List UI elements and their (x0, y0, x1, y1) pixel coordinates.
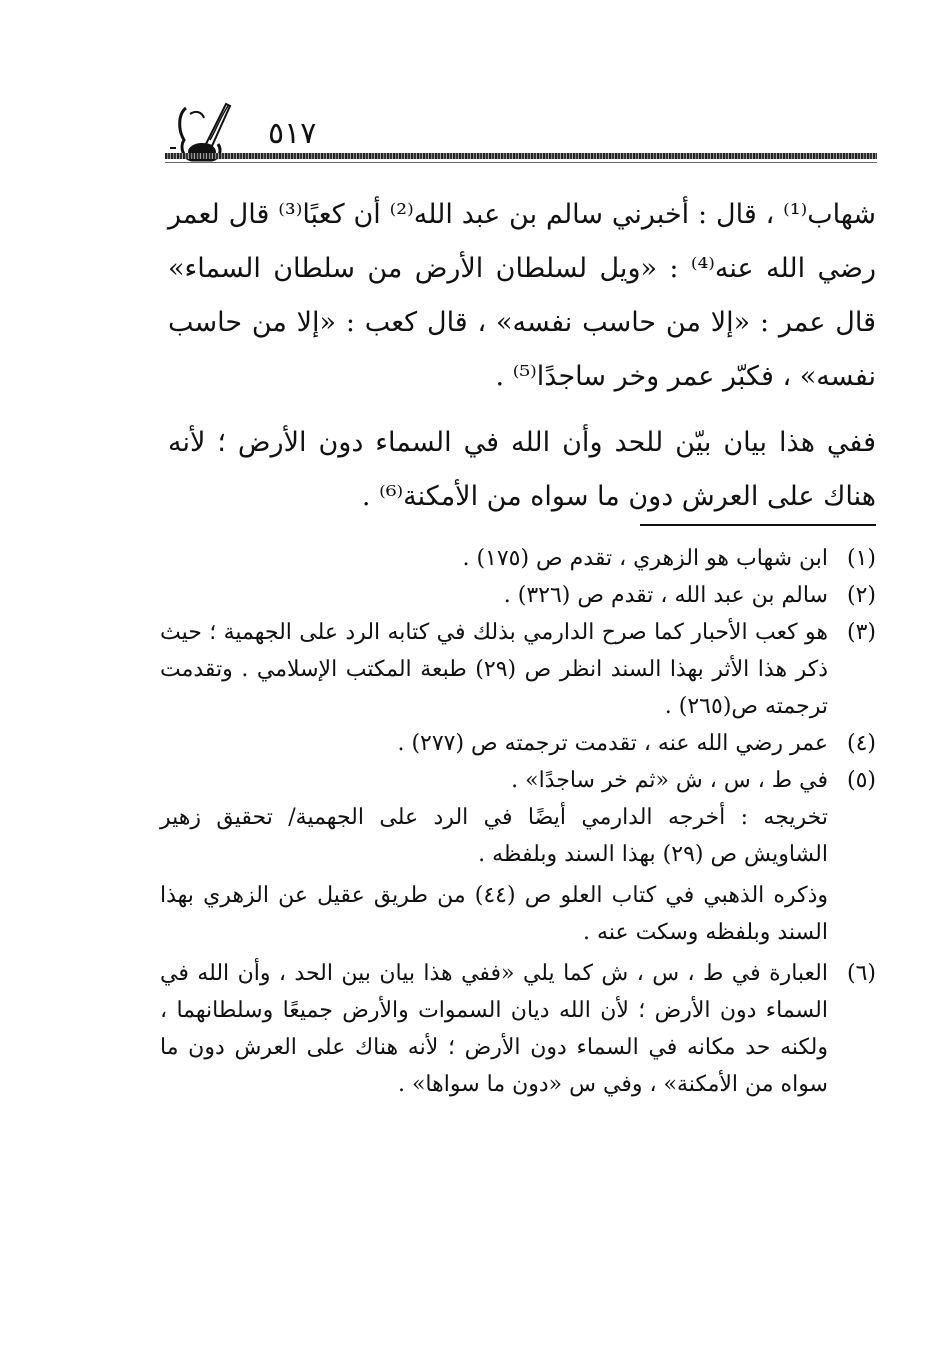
footnote-6 (160, 955, 876, 1103)
footnote-number: (٤) (846, 731, 876, 756)
footnote-number: (١) (846, 546, 876, 571)
footnote-number: (٢) (846, 583, 876, 608)
footnote-text: هو كعب الأحبار كما صرح الدارمي بذلك في كتابه الرد على الجهمية ؛ حيث ذكر هذا الأثر بهذا السند انظر ص (٢٩) طبعة المكتب الإسلامي . وتقدمت ترجمته ص(٢٦٥) . (160, 620, 828, 719)
footnote-text: العبارة في ط ، س ، ش كما يلي «ففي هذا بيان بين الحد ، وأن الله في السماء دون الأرض ؛ لأن الله ديان السموات والأرض جميعًا وسلطانهما ، ولكنه حد مكانه في السماء دون الأرض ؛ لأنه هناك على العرش دون ما سواه من الأمكنة» ، وفي س «دون ما سواها» . (160, 961, 828, 1097)
footnote-separator (640, 524, 876, 526)
page-number: ٥١٧ (268, 116, 317, 151)
footnote-4 (160, 725, 876, 762)
header-rule-thin (165, 162, 877, 163)
main-paragraph-2: ففي هذا بيان بيّن للحد وأن الله في السماء دون الأرض ؛ لأنه هناك على العرش دون ما سواه من الأمكنة⁽⁶⁾ . (168, 427, 876, 512)
footnote-2 (160, 577, 876, 614)
footnote-text: سالم بن عبد الله ، تقدم ص (٣٢٦) . (503, 583, 828, 608)
footnote-5 (160, 762, 876, 799)
footnote-text: ابن شهاب هو الزهري ، تقدم ص (١٧٥) . (462, 546, 828, 571)
main-paragraph-1: شهاب⁽¹⁾ ، قال : أخبرني سالم بن عبد الله⁽²⁾ أن كعبًا⁽³⁾ قال لعمر رضي الله عنه⁽⁴⁾ : «ويل لسلطان الأرض من سلطان السماء» قال عمر : «إلا من حاسب نفسه» ، قال كعب : «إلا من حاسب نفسه» ، فكبّر عمر وخر ساجدًا⁽⁵⁾ . (168, 199, 876, 392)
footnote-number: (٣) (846, 620, 876, 645)
footnote-text: عمر رضي الله عنه ، تقدمت ترجمته ص (٢٧٧) . (397, 731, 828, 756)
header-rule (165, 153, 877, 159)
footnote-5-takhrij: تخريجه : أخرجه الدارمي أيضًا في الرد على الجهمية/ تحقيق زهير الشاويش ص (٢٩) بهذا السند وبلفظه . (160, 805, 828, 867)
main-text (168, 188, 876, 524)
footnote-3 (160, 614, 876, 725)
footnote-number: (٦) (846, 961, 876, 986)
footnote-text: في ط ، س ، ش «ثم خر ساجدًا» . (511, 768, 828, 793)
footnotes (160, 540, 876, 1103)
footnote-5-dhahabi: وذكره الذهبي في كتاب العلو ص (٤٤) من طريق عقيل عن الزهري بهذا السند وبلفظه وسكت عنه . (160, 883, 828, 945)
footnote-number: (٥) (846, 768, 876, 793)
footnote-1 (160, 540, 876, 577)
